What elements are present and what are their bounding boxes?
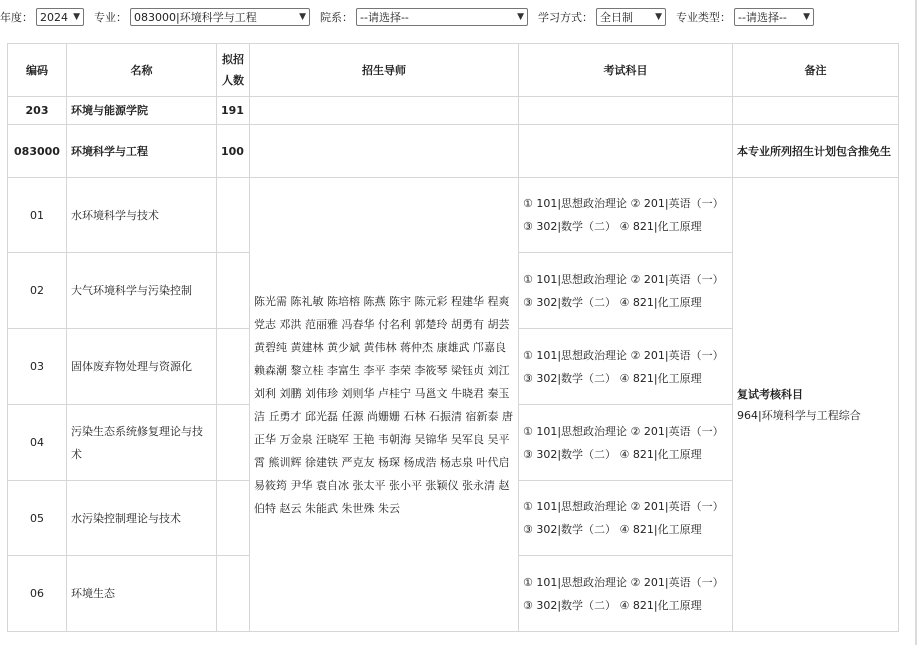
chevron-down-icon: ▼ [517,12,524,22]
direction-code: 02 [8,253,67,329]
school-code: 203 [8,97,67,125]
table-row [8,178,899,253]
study-mode-select[interactable]: 全日制 ▼ [596,8,666,26]
filter-bar [0,6,824,28]
exam-subjects: ① 101|思想政治理论 ② 201|英语（一） ③ 302|数学（二） ④ 821|化工原理 [519,253,733,329]
major-row [8,125,899,178]
retest-title: 复试考核科目 [737,388,803,401]
school-row [8,97,899,125]
chevron-down-icon: ▼ [299,12,306,22]
direction-name: 环境生态 [67,556,217,632]
enrollment-table [7,43,899,632]
chevron-down-icon: ▼ [803,12,810,22]
table-header-row [8,44,899,97]
direction-code: 06 [8,556,67,632]
major-count: 100 [217,125,250,178]
major-note: 本专业所列招生计划包含推免生 [733,125,899,178]
direction-code: 01 [8,178,67,253]
direction-name: 污染生态系统修复理论与技术 [67,405,217,481]
direction-code: 03 [8,329,67,405]
exam-subjects: ① 101|思想政治理论 ② 201|英语（一） ③ 302|数学（二） ④ 821|化工原理 [519,178,733,253]
exam-subjects: ① 101|思想政治理论 ② 201|英语（一） ③ 302|数学（二） ④ 821|化工原理 [519,405,733,481]
direction-name: 水环境科学与技术 [67,178,217,253]
major-type-label: 专业类型： [676,11,731,24]
header-count: 拟招 人数 [217,44,250,97]
dept-select[interactable]: --请选择-- ▼ [356,8,528,26]
major-type-select[interactable]: --请选择-- ▼ [734,8,814,26]
year-label: 年度： [0,11,33,24]
school-count: 191 [217,97,250,125]
header-name: 名称 [67,44,217,97]
year-select[interactable]: 2024 ▼ [36,8,84,26]
advisor-list: 陈光需 陈礼敏 陈培榕 陈燕 陈宇 陈元彩 程建华 程爽 党志 邓洪 范丽雅 冯春华 付名利 郭楚玲 胡勇有 胡芸 黄碧纯 黄建林 黄少斌 黄伟林 蒋仲杰 康雄武 邝嘉良 赖森潮 黎立桂 李富生 李平 李荣 李筱琴 梁钰贞 刘江 刘利 刘鹏 刘伟珍 刘则华 卢桂宁 马邕文 牛晓君 秦玉洁 丘勇才 邱光磊 任源 尚姗姗 石林 石振清 宿新泰 唐正华 万金泉 汪晓军 王艳 韦朝海 吴锦华 吴军良 吴平霄 熊训辉 徐建铁 严克友 杨琛 杨成浩 杨志泉 叶代启 易筱筠 尹华 袁自冰 张太平 张小平 张颖仪 张永清 赵伯特 赵云 朱能武 朱世殊 朱云 [250,178,519,632]
major-code: 083000 [8,125,67,178]
exam-subjects: ① 101|思想政治理论 ② 201|英语（一） ③ 302|数学（二） ④ 821|化工原理 [519,329,733,405]
major-label: 专业： [94,11,127,24]
school-name: 环境与能源学院 [67,97,217,125]
exam-subjects: ① 101|思想政治理论 ② 201|英语（一） ③ 302|数学（二） ④ 821|化工原理 [519,556,733,632]
exam-subjects: ① 101|思想政治理论 ② 201|英语（一） ③ 302|数学（二） ④ 821|化工原理 [519,481,733,556]
retest-subject: 964|环境科学与工程综合 [737,409,861,422]
direction-name: 水污染控制理论与技术 [67,481,217,556]
chevron-down-icon: ▼ [73,12,80,22]
header-code: 编码 [8,44,67,97]
dept-label: 院系： [320,11,353,24]
chevron-down-icon: ▼ [655,12,662,22]
direction-name: 固体废弃物处理与资源化 [67,329,217,405]
direction-code: 05 [8,481,67,556]
study-mode-label: 学习方式： [538,11,593,24]
header-subjects: 考试科目 [519,44,733,97]
direction-code: 04 [8,405,67,481]
major-select[interactable]: 083000|环境科学与工程 ▼ [130,8,310,26]
header-advisors: 招生导师 [250,44,519,97]
major-name: 环境科学与工程 [67,125,217,178]
enrollment-table-wrapper [7,43,899,632]
header-notes: 备注 [733,44,899,97]
retest-cell [733,178,899,632]
direction-name: 大气环境科学与污染控制 [67,253,217,329]
